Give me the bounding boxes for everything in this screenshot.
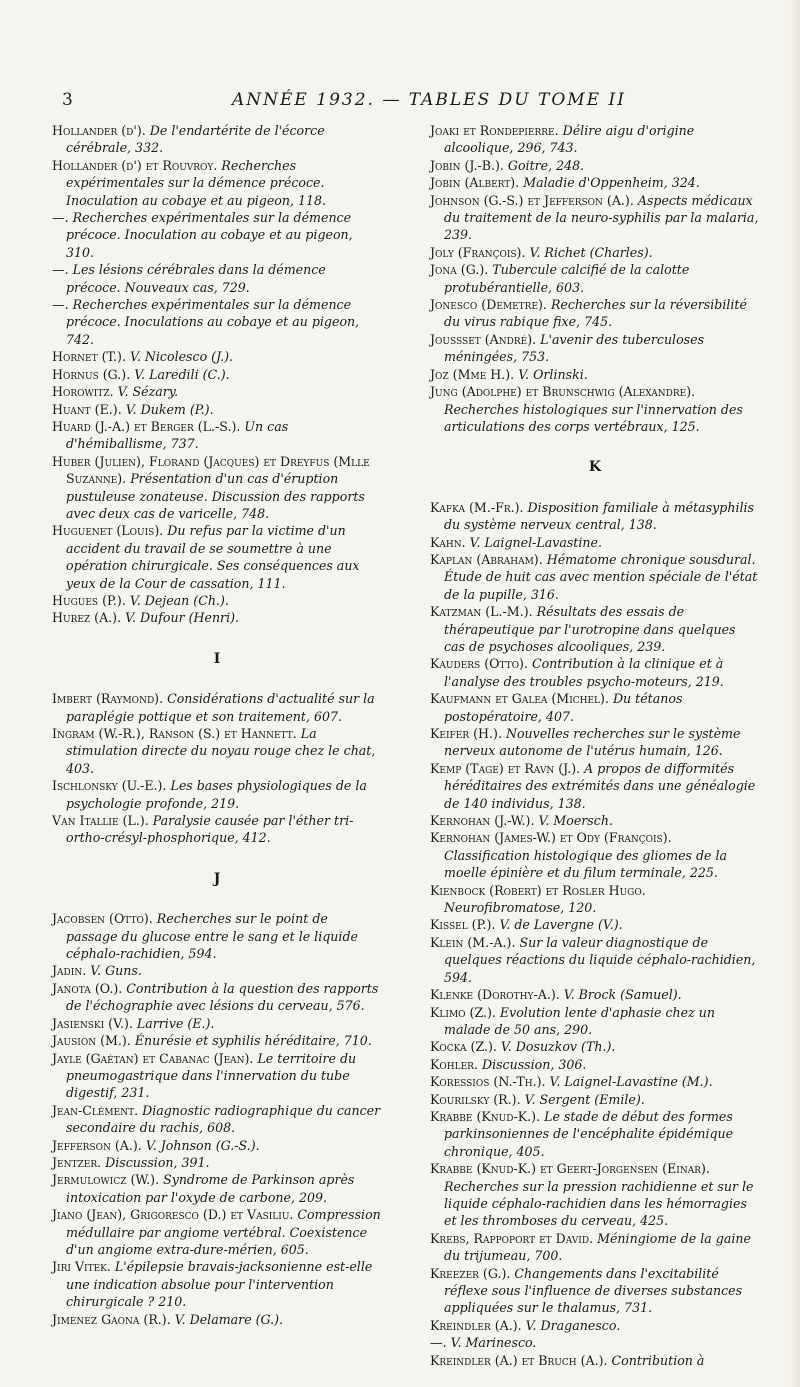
index-entry	[430, 122, 760, 157]
index-entry	[430, 1334, 760, 1351]
author-name: Joaki et Rondepierre.	[430, 123, 559, 138]
index-entry	[52, 401, 382, 418]
author-name: Jean-Clément.	[52, 1102, 139, 1118]
entry-title: Les bases physiologiques de la psychologie profonde, 219.	[66, 778, 367, 811]
entry-title: V. Richet (Charles).	[525, 244, 653, 260]
entry-title: Classification histologique des gliomes de la moelle épinière et du filum terminale, 225.	[444, 847, 728, 881]
entry-title: Le territoire du pneumogastrique dans l'innervation du tube digestif, 231.	[66, 1050, 357, 1101]
author-name: Krabbe (Knud-K.).	[430, 1108, 541, 1124]
index-entry	[430, 261, 760, 296]
index-entry	[430, 157, 760, 174]
index-entry	[52, 348, 382, 365]
author-name: Jefferson (A.).	[52, 1137, 142, 1153]
index-entry	[52, 522, 382, 592]
page-edge	[790, 0, 800, 1387]
author-name: Jiano (Jean), Grigoresco (D.) et Vasiliu.	[52, 1207, 294, 1223]
entry-title: Changements dans l'excitabilité réflexe sous l'influence de diverses substances appliquées sur le thalamus, 731.	[444, 1265, 743, 1316]
entry-title: La stimulation directe du noyau rouge chez le chat, 403.	[66, 726, 376, 776]
author-name: Jermulowicz (W.).	[52, 1172, 160, 1188]
entry-title: Contribution à la clinique et à l'analyse des troubles psycho-moteurs, 219.	[444, 656, 724, 689]
entry-title: V. Dukem (P.).	[121, 401, 214, 417]
entry-title: Recherches expérimentales sur la démence précoce. Inoculation au cobaye et au pigeon, 118.	[66, 157, 327, 208]
index-entry	[430, 934, 760, 986]
author-name: Keifer (H.).	[430, 726, 502, 741]
entry-title: V. Sézary.	[113, 384, 179, 400]
entry-title: Contribution à	[607, 1352, 705, 1368]
entry-title: Énurésie et syphilis héréditaire, 710.	[130, 1033, 372, 1049]
entry-title: V. Laredili (C.).	[130, 366, 230, 382]
entry-title: V. Sergent (Emile).	[520, 1091, 645, 1107]
entry-title: Discussion, 391.	[101, 1154, 210, 1170]
index-entry	[430, 1091, 760, 1108]
author-name: Hurez (A.).	[52, 610, 122, 626]
index-entry	[52, 690, 382, 725]
index-entry	[430, 1352, 760, 1369]
index-entry	[430, 331, 760, 366]
index-entry	[52, 1137, 382, 1154]
index-entry	[52, 261, 382, 296]
index-entry	[52, 1311, 382, 1328]
author-name: Kafka (M.-Fr.).	[430, 499, 524, 515]
entry-title: Le stade de début des formes parkinsoniennes de l'encéphalite épidémique chronique, 405.	[444, 1108, 734, 1159]
author-name: Jausion (M.).	[52, 1033, 131, 1049]
entry-title: V. de Lavergne (V.).	[495, 917, 623, 933]
entry-title: V. Brock (Samuel).	[559, 987, 682, 1003]
author-name: Hollander (d').	[52, 123, 146, 138]
index-entry	[430, 174, 760, 191]
index-entry	[430, 1230, 760, 1265]
index-entry	[430, 296, 760, 331]
author-name: Kaplan (Abraham).	[430, 551, 543, 567]
author-name: Johnson (G.-S.) et Jefferson (A.).	[430, 192, 634, 208]
index-entry	[52, 1206, 382, 1258]
section-letter: K	[588, 459, 602, 476]
entry-title: Considérations d'actualité sur la paraplégie pottique et son traitement, 607.	[66, 691, 375, 724]
index-entry	[430, 690, 760, 725]
author-name: Ischlonsky (U.-E.).	[52, 778, 167, 794]
author-name: Kemp (Tage) et Ravn (J.).	[430, 760, 581, 776]
entry-title: V. Delamare (G.).	[170, 1311, 284, 1327]
entry-title: Recherches sur la réversibilité du virus rabique fixe, 745.	[444, 297, 747, 330]
index-entry	[430, 383, 760, 435]
author-name: Kahn.	[430, 534, 466, 550]
index-entry	[52, 296, 382, 348]
entry-title: Diagnostic radiographique du cancer secondaire du rachis, 608.	[66, 1102, 381, 1136]
author-name: Kreezer (G.).	[430, 1265, 511, 1281]
index-entry	[430, 760, 760, 812]
author-name: Jonesco (Demetre).	[430, 297, 547, 313]
index-entry	[430, 1073, 760, 1090]
author-name: Kernohan (James-W.) et Ody (François).	[430, 830, 672, 846]
index-entry	[430, 725, 760, 760]
author-name: Kohler.	[430, 1056, 478, 1072]
index-entry	[430, 655, 760, 690]
entry-title: Evolution lente d'aphasie chez un malade de 50 ans, 290.	[444, 1004, 715, 1037]
index-entry	[430, 499, 760, 534]
index-entry	[52, 209, 382, 261]
author-name: Horowitz.	[52, 384, 114, 400]
entry-title: Paralysie causée par l'éther tri-ortho-crésyl-phosphorique, 412.	[66, 813, 354, 846]
index-entry	[430, 1108, 760, 1160]
index-entry	[52, 157, 382, 209]
author-name: Jobin (J.-B.).	[430, 157, 504, 173]
index-entry	[52, 366, 382, 383]
entry-title: Résultats des essais de thérapeutique par l'urotropine dans quelques cas de psychoses alcooliques, 239.	[444, 604, 736, 654]
index-entry	[430, 192, 760, 244]
index-entry	[430, 1056, 760, 1073]
author-name: Jacobsen (Otto).	[52, 911, 153, 927]
author-name: Jiri Vitek.	[52, 1259, 111, 1275]
index-entry	[52, 1258, 382, 1310]
entry-title: V. Laignel-Lavastine (M.).	[545, 1074, 713, 1090]
entry-title: V. Nicolesco (J.).	[125, 349, 234, 365]
author-name: Kernohan (J.-W.).	[430, 813, 535, 829]
entry-title: —. Les lésions cérébrales dans la démence précoce. Nouveaux cas, 729.	[52, 262, 326, 295]
entry-title: Compression médullaire par angiome vertébral. Coexistence d'un angiome extra-dure-mérien, 605.	[66, 1207, 381, 1257]
author-name: Janota (O.).	[52, 980, 123, 996]
author-name: Jobin (Albert).	[430, 175, 520, 191]
running-title: ANNÉE 1932. — TABLES DU TOME II	[232, 90, 626, 110]
entry-title: Syndrome de Parkinson après intoxication par l'oxyde de carbone, 209.	[66, 1172, 355, 1205]
author-name: Kaufmann et Galea (Michel).	[430, 691, 609, 707]
entry-title: Recherches histologiques sur l'innervation des articulations des corps vertébraux, 125.	[444, 401, 743, 434]
entry-title: Maladie d'Oppenheim, 324.	[519, 175, 700, 191]
author-name: Klenke (Dorothy-A.).	[430, 987, 560, 1003]
entry-title: Du refus par la victime d'un accident du travail de se soumettre à une opération chirurgicale. Ses conséquences aux yeux de la Cour de cassation, 111.	[66, 523, 360, 591]
entry-title: V. Draganesco.	[521, 1317, 621, 1333]
index-entry	[52, 592, 382, 609]
entry-title: Nouvelles recherches sur le système nerveux autonome de l'utérus humain, 126.	[444, 726, 741, 759]
entry-title: Présentation d'un cas d'éruption pustuleuse zonateuse. Discussion des rapports avec deux cas de varicelle, 748.	[66, 471, 365, 521]
author-name: Hollander (d') et Rouvroy.	[52, 157, 218, 173]
author-name: Kourilsky (R.).	[430, 1091, 521, 1107]
author-name: Kreindler (A.).	[430, 1317, 522, 1333]
author-name: Klein (M.-A.).	[430, 934, 516, 950]
section-letter: I	[213, 650, 221, 667]
author-name: Hornus (G.).	[52, 366, 131, 382]
entry-title: —. Recherches expérimentales sur la démence précoce. Inoculations au cobaye et au pigeon, 742.	[52, 297, 360, 347]
index-entry	[430, 812, 760, 829]
index-entry	[52, 609, 382, 626]
index-entry	[430, 1160, 760, 1230]
author-name: Hornet (T.).	[52, 349, 126, 365]
index-entry	[52, 812, 382, 847]
index-entry	[52, 1050, 382, 1102]
author-name: Van Itallie (L.).	[52, 813, 149, 829]
entry-title: V. Dosuzkov (Th.).	[496, 1039, 616, 1055]
author-name: Jasienski (V.).	[52, 1015, 133, 1031]
index-entry	[52, 725, 382, 777]
entry-title: Disposition familiale à métasyphilis du système nerveux central, 138.	[444, 499, 754, 533]
entry-title: V. Dufour (Henri).	[121, 610, 240, 626]
index-entry	[430, 603, 760, 655]
index-entry	[52, 910, 382, 962]
author-name: Krabbe (Knud-K.) et Geert-Jorgensen (Einar).	[430, 1161, 710, 1177]
entry-title: V. Laignel-Lavastine.	[465, 534, 602, 550]
author-name: Kocka (Z.).	[430, 1039, 497, 1055]
entry-title: Recherches sur la pression rachidienne et sur le liquide céphalo-rachidien dans les hémorragies et les thromboses du cerveau, 425.	[444, 1178, 754, 1229]
entry-title: Contribution à la question des rapports de l'échographie avec lésions du cerveau, 576.	[66, 980, 379, 1014]
author-name: Imbert (Raymond).	[52, 691, 164, 707]
author-name: Koressios (N.-Th.).	[430, 1074, 546, 1090]
index-entry	[52, 453, 382, 523]
author-name: Huard (J.-A.) et Berger (L.-S.).	[52, 418, 241, 434]
index-entry	[430, 829, 760, 881]
author-name: Huber (Julien), Florand (Jacques) et Dreyfus (Mlle Suzanne).	[52, 453, 370, 487]
entry-title: Hématome chronique sousdural. Étude de huit cas avec mention spéciale de l'état de la pupille, 316.	[444, 551, 758, 602]
entry-title: Tubercule calcifié de la calotte protubérantielle, 603.	[444, 262, 690, 295]
author-name: Kreindler (A.) et Bruch (A.).	[430, 1352, 608, 1368]
author-name: Jentzer.	[52, 1154, 102, 1170]
entry-title: V. Dejean (Ch.).	[125, 592, 229, 608]
author-name: Klimo (Z.).	[430, 1004, 496, 1020]
author-name: Joz (Mme H.).	[430, 366, 515, 382]
index-entry	[430, 986, 760, 1003]
entry-title: Aspects médicaux du traitement de la neuro-syphilis par la malaria, 239.	[444, 192, 759, 243]
index-entry	[430, 1317, 760, 1334]
index-entry	[430, 551, 760, 603]
section-letter: J	[213, 870, 221, 887]
index-entry	[52, 418, 382, 453]
entry-title: Recherches sur le point de passage du glucose entre le sang et le liquide céphalo-rachidien, 594.	[66, 911, 358, 962]
index-entry	[430, 244, 760, 261]
author-name: Krebs, Rappoport et David.	[430, 1230, 594, 1246]
index-entry	[52, 1171, 382, 1206]
entry-title: V. Moersch.	[534, 813, 613, 829]
entry-title: V. Johnson (G.-S.).	[141, 1137, 260, 1153]
author-name: Kienbock (Robert) et Rosler Hugo.	[430, 882, 646, 898]
entry-title: Du tétanos postopératoire, 407.	[444, 691, 683, 724]
author-name: Hugues (P.).	[52, 592, 126, 608]
index-entry	[430, 1004, 760, 1039]
left-column	[52, 122, 382, 1328]
entry-title: Sur la valeur diagnostique de quelques réactions du liquide céphalo-rachidien, 594.	[444, 934, 756, 985]
index-entry	[430, 916, 760, 933]
entry-title: A propos de difformités héréditaires des extrémités dans une généalogie de 140 individus, 138.	[444, 760, 756, 811]
author-name: Ingram (W.-R.), Ranson (S.) et Hannett.	[52, 726, 297, 741]
entry-title: Discussion, 306.	[477, 1056, 587, 1072]
entry-title: V. Orlinski.	[514, 366, 588, 382]
entry-title: Goitre, 248.	[503, 157, 585, 173]
entry-title: Larrive (E.).	[132, 1015, 215, 1031]
index-entry	[52, 122, 382, 157]
index-entry	[430, 366, 760, 383]
author-name: Jayle (Gaétan) et Cabanac (Jean).	[52, 1050, 254, 1066]
entry-title: Délire aigu d'origine alcoolique, 296, 743.	[444, 123, 695, 156]
author-name: Kauders (Otto).	[430, 656, 528, 672]
index-entry	[52, 1032, 382, 1049]
entry-title: L'avenir des tuberculoses méningées, 753.	[444, 331, 705, 365]
entry-title: Neurofibromatose, 120.	[444, 900, 597, 916]
index-entry	[52, 1015, 382, 1032]
index-entry	[52, 383, 382, 400]
index-entry	[430, 1265, 760, 1317]
author-name: Jona (G.).	[430, 262, 489, 278]
index-entry	[52, 962, 382, 979]
author-name: Jadin.	[52, 963, 87, 979]
entry-title: V. Guns.	[86, 963, 142, 979]
index-entry	[430, 1038, 760, 1055]
entry-title: —. V. Marinesco.	[430, 1335, 537, 1351]
index-entry	[430, 534, 760, 551]
author-name: Joussset (André).	[430, 331, 537, 347]
author-name: Katzman (L.-M.).	[430, 604, 533, 620]
index-entry	[52, 777, 382, 812]
entry-title: L'épilepsie bravais-jacksonienne est-elle une indication absolue pour l'intervention chirurgicale ? 210.	[66, 1259, 373, 1310]
index-entry	[52, 1102, 382, 1137]
author-name: Jung (Adolphe) et Brunschwig (Alexandre).	[430, 384, 696, 400]
author-name: Huant (E.).	[52, 401, 122, 417]
entry-title: —. Recherches expérimentales sur la démence précoce. Inoculation au cobaye et au pigeon, 310.	[52, 210, 353, 260]
author-name: Huguenet (Louis).	[52, 523, 164, 539]
author-name: Jimenez Gaona (R.).	[52, 1311, 171, 1327]
right-column	[430, 122, 760, 1369]
entry-title: De l'endartérite de l'écorce cérébrale, 332.	[66, 123, 325, 156]
page-number: 3	[62, 90, 74, 110]
author-name: Joly (François).	[430, 244, 526, 260]
index-entry	[52, 1154, 382, 1171]
entry-title: Méningiome de la gaine du trijumeau, 700.	[444, 1230, 751, 1264]
author-name: Kissel (P.).	[430, 917, 496, 933]
entry-title: Un cas d'hémiballisme, 737.	[66, 418, 289, 452]
index-entry	[52, 980, 382, 1015]
index-entry	[430, 882, 760, 917]
